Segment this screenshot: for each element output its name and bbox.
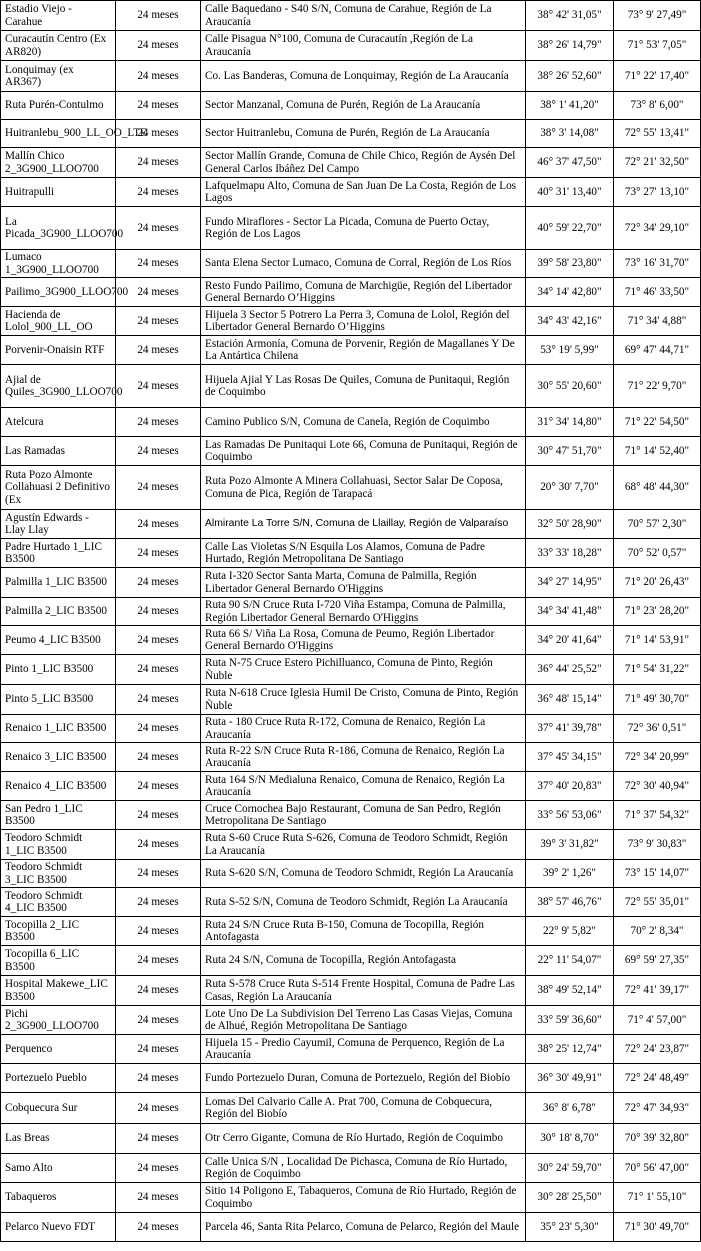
site-name-cell: Hacienda de Lolol_900_LL_OO: [1, 307, 116, 336]
table-row: [1, 31, 701, 61]
table-row: [1, 1035, 701, 1064]
contract-period-cell: 24 meses: [116, 917, 201, 946]
contract-period-cell: 24 meses: [116, 801, 201, 830]
latitude-cell: 38° 49' 52,14": [526, 976, 614, 1006]
table-row: [1, 715, 701, 743]
address-cell: Calle Baquedano - S40 S/N, Comuna de Carahue, Región de La Araucanía: [201, 1, 526, 31]
latitude-cell: 35° 23' 5,30": [526, 1213, 614, 1242]
latitude-cell: 34° 20' 41,64": [526, 626, 614, 655]
contract-period-cell: 24 meses: [116, 1064, 201, 1093]
site-name-cell: Estadio Viejo - Carahue: [1, 1, 116, 31]
table-row: [1, 655, 701, 685]
contract-period-cell: 24 meses: [116, 31, 201, 61]
site-name-cell: Atelcura: [1, 408, 116, 437]
latitude-cell: 40° 31' 13,40": [526, 178, 614, 207]
site-name-cell: Samo Alto: [1, 1154, 116, 1183]
address-cell: Lote Uno De La Subdivision Del Terreno Las Casas Viejas, Comuna de Alhué, Región Metropolitana De Santiago: [201, 1006, 526, 1035]
table-row: [1, 278, 701, 307]
latitude-cell: 36° 48' 15,14": [526, 685, 614, 715]
longitude-cell: 72° 41' 39,17": [614, 976, 701, 1006]
latitude-cell: 38° 26' 52,60": [526, 61, 614, 92]
latitude-cell: 32° 50' 28,90": [526, 510, 614, 539]
latitude-cell: 53° 19' 5,99": [526, 336, 614, 365]
table-row: [1, 1213, 701, 1242]
table-row: [1, 1124, 701, 1154]
longitude-cell: 70° 57' 2,30": [614, 510, 701, 539]
latitude-cell: 39° 3' 31,82": [526, 830, 614, 860]
contract-period-cell: 24 meses: [116, 685, 201, 715]
address-cell: Resto Fundo Pailimo, Comuna de Marchigüe, Región del Libertador General Bernardo O’Higgins: [201, 278, 526, 307]
latitude-cell: 33° 33' 18,28": [526, 539, 614, 568]
latitude-cell: 37° 45' 34,15": [526, 743, 614, 772]
contract-period-cell: 24 meses: [116, 336, 201, 365]
longitude-cell: 72° 47' 34,93": [614, 1093, 701, 1124]
contract-period-cell: 24 meses: [116, 743, 201, 772]
longitude-cell: 71° 20' 26,43": [614, 568, 701, 598]
longitude-cell: 73° 16' 31,70": [614, 250, 701, 278]
address-cell: Calle Pisagua N°100, Comuna de Curacautín ,Región de La Araucanía: [201, 31, 526, 61]
table-row: [1, 1006, 701, 1035]
latitude-cell: 38° 26' 14,79": [526, 31, 614, 61]
contract-period-cell: 24 meses: [116, 1035, 201, 1064]
address-cell: Lafquelmapu Alto, Comuna de San Juan De La Costa, Región de Los Lagos: [201, 178, 526, 207]
site-name-cell: Pinto 5_LIC B3500: [1, 685, 116, 715]
latitude-cell: 34° 43' 42,16": [526, 307, 614, 336]
site-name-cell: Las Ramadas: [1, 437, 116, 466]
longitude-cell: 69° 47' 44,71": [614, 336, 701, 365]
site-name-cell: Renaico 1_LIC B3500: [1, 715, 116, 743]
address-cell: Ruta S-52 S/N, Comuna de Teodoro Schmidt, Región La Araucanía: [201, 888, 526, 917]
site-name-cell: Padre Hurtado 1_LIC B3500: [1, 539, 116, 568]
table-row: [1, 61, 701, 92]
latitude-cell: 38° 3' 14,08": [526, 120, 614, 148]
latitude-cell: 39° 58' 23,80": [526, 250, 614, 278]
site-name-cell: Tocopilla 6_LIC B3500: [1, 946, 116, 976]
table-row: [1, 860, 701, 888]
site-name-cell: Pailimo_3G900_LLOO700: [1, 278, 116, 307]
contract-period-cell: 24 meses: [116, 510, 201, 539]
latitude-cell: 31° 34' 14,80": [526, 408, 614, 437]
address-cell: Ruta Pozo Almonte A Minera Collahuasi, Sector Salar De Coposa, Comuna de Pica, Región de Tarapacá: [201, 466, 526, 510]
longitude-cell: 71° 53' 7,05": [614, 31, 701, 61]
site-name-cell: Ruta Pozo Almonte Collahuasi 2 Definitivo (Ex: [1, 466, 116, 510]
site-name-cell: Lumaco 1_3G900_LLOO700: [1, 250, 116, 278]
table-row: [1, 743, 701, 772]
latitude-cell: 40° 59' 22,70": [526, 207, 614, 250]
site-name-cell: Ruta Purén-Contulmo: [1, 92, 116, 120]
address-cell: Fundo Miraflores - Sector La Picada, Comuna de Puerto Octay, Región de Los Lagos: [201, 207, 526, 250]
longitude-cell: 73° 9' 30,83": [614, 830, 701, 860]
address-cell: Ruta 66 S/ Viña La Rosa, Comuna de Peumo, Región Libertador General Bernardo O'Higgins: [201, 626, 526, 655]
site-name-cell: Porvenir-Onaisin RTF: [1, 336, 116, 365]
site-name-cell: Agustín Edwards - Llay Llay: [1, 510, 116, 539]
table-row: [1, 178, 701, 207]
table-row: [1, 1064, 701, 1093]
longitude-cell: 71° 23' 28,20": [614, 598, 701, 626]
site-name-cell: Mallín Chico 2_3G900_LLOO700: [1, 148, 116, 178]
contract-period-cell: 24 meses: [116, 655, 201, 685]
address-cell: Camino Publico S/N, Comuna de Canela, Región de Coquimbo: [201, 408, 526, 437]
latitude-cell: 30° 55' 20,60": [526, 365, 614, 408]
latitude-cell: 39° 2' 1,26": [526, 860, 614, 888]
contract-period-cell: 24 meses: [116, 278, 201, 307]
longitude-cell: 71° 46' 33,50": [614, 278, 701, 307]
site-name-cell: Palmilla 1_LIC B3500: [1, 568, 116, 598]
longitude-cell: 71° 14' 53,91": [614, 626, 701, 655]
address-cell: Ruta R-22 S/N Cruce Ruta R-186, Comuna de Renaico, Región La Araucanía: [201, 743, 526, 772]
site-name-cell: Renaico 4_LIC B3500: [1, 772, 116, 801]
site-name-cell: Renaico 3_LIC B3500: [1, 743, 116, 772]
longitude-cell: 71° 1' 55,10": [614, 1183, 701, 1213]
table-row: [1, 685, 701, 715]
contract-period-cell: 24 meses: [116, 92, 201, 120]
site-name-cell: Pelarco Nuevo FDT: [1, 1213, 116, 1242]
table-row: [1, 92, 701, 120]
contract-period-cell: 24 meses: [116, 1154, 201, 1183]
contract-period-cell: 24 meses: [116, 1, 201, 31]
address-cell: Otr Cerro Gigante, Comuna de Río Hurtado, Región de Coquimbo: [201, 1124, 526, 1154]
longitude-cell: 71° 22' 17,40": [614, 61, 701, 92]
table-row: [1, 336, 701, 365]
longitude-cell: 71° 22' 54,50": [614, 408, 701, 437]
site-name-cell: Las Breas: [1, 1124, 116, 1154]
longitude-cell: 72° 36' 0,51": [614, 715, 701, 743]
longitude-cell: 68° 48' 44,30": [614, 466, 701, 510]
site-name-cell: San Pedro 1_LIC B3500: [1, 801, 116, 830]
latitude-cell: 20° 30' 7,70": [526, 466, 614, 510]
address-cell: Sector Manzanal, Comuna de Purén, Región de La Araucanía: [201, 92, 526, 120]
latitude-cell: 38° 57' 46,76": [526, 888, 614, 917]
site-name-cell: Tocopilla 2_LIC B3500: [1, 917, 116, 946]
contract-period-cell: 24 meses: [116, 1124, 201, 1154]
latitude-cell: 37° 41' 39,78": [526, 715, 614, 743]
latitude-cell: 30° 28' 25,50": [526, 1183, 614, 1213]
site-name-cell: Teodoro Schmidt 4_LIC B3500: [1, 888, 116, 917]
table-row: [1, 120, 701, 148]
address-cell: Cruce Cornochea Bajo Restaurant, Comuna de San Pedro, Región Metropolitana De Santiago: [201, 801, 526, 830]
site-name-cell: Tabaqueros: [1, 1183, 116, 1213]
address-cell: Calle Las Violetas S/N Esquila Los Alamos, Comuna de Padre Hurtado, Región Metropolitana De Santiago: [201, 539, 526, 568]
latitude-cell: 36° 30' 49,91": [526, 1064, 614, 1093]
longitude-cell: 69° 59' 27,35": [614, 946, 701, 976]
site-name-cell: Huitrapulli: [1, 178, 116, 207]
table-row: [1, 307, 701, 336]
table-row: [1, 437, 701, 466]
address-cell: Hijuela Ajial Y Las Rosas De Quiles, Comuna de Punitaqui, Región de Coquimbo: [201, 365, 526, 408]
latitude-cell: 30° 24' 59,70": [526, 1154, 614, 1183]
latitude-cell: 34° 14' 42,80": [526, 278, 614, 307]
table-row: [1, 888, 701, 917]
address-cell: Santa Elena Sector Lumaco, Comuna de Corral, Región de Los Ríos: [201, 250, 526, 278]
longitude-cell: 71° 22' 9,70": [614, 365, 701, 408]
address-cell: Parcela 46, Santa Rita Pelarco, Comuna de Pelarco, Región del Maule: [201, 1213, 526, 1242]
latitude-cell: 30° 47' 51,70": [526, 437, 614, 466]
address-cell: Sector Mallín Grande, Comuna de Chile Chico, Región de Aysén Del General Carlos Ibáñez Del Campo: [201, 148, 526, 178]
site-name-cell: Curacautín Centro (Ex AR820): [1, 31, 116, 61]
contract-period-cell: 24 meses: [116, 1093, 201, 1124]
contract-period-cell: 24 meses: [116, 976, 201, 1006]
address-cell: Fundo Portezuelo Duran, Comuna de Portezuelo, Región del Biobío: [201, 1064, 526, 1093]
site-name-cell: Pichi 2_3G900_LLOO700: [1, 1006, 116, 1035]
longitude-cell: 72° 24' 48,49": [614, 1064, 701, 1093]
longitude-cell: 72° 55' 35,01": [614, 888, 701, 917]
address-cell: Hijuela 15 - Predio Cayumil, Comuna de Perquenco, Región de La Araucanía: [201, 1035, 526, 1064]
contract-period-cell: 24 meses: [116, 772, 201, 801]
contract-period-cell: 24 meses: [116, 888, 201, 917]
latitude-cell: 33° 56' 53,06": [526, 801, 614, 830]
table-row: [1, 772, 701, 801]
longitude-cell: 70° 39' 32,80": [614, 1124, 701, 1154]
address-cell: Estación Armonía, Comuna de Porvenir, Región de Magallanes Y De La Antártica Chilena: [201, 336, 526, 365]
table-row: [1, 510, 701, 539]
longitude-cell: 71° 49' 30,70": [614, 685, 701, 715]
table-row: [1, 1183, 701, 1213]
table-row: [1, 568, 701, 598]
longitude-cell: 71° 37' 54,32": [614, 801, 701, 830]
latitude-cell: 37° 40' 20,83": [526, 772, 614, 801]
contract-period-cell: 24 meses: [116, 120, 201, 148]
address-cell: Sitio 14 Poligono E, Tabaqueros, Comuna de Río Hurtado, Región de Coquimbo: [201, 1183, 526, 1213]
address-cell: Ruta 164 S/N Medialuna Renaico, Comuna de Renaico, Región La Araucanía: [201, 772, 526, 801]
site-name-cell: Portezuelo Pueblo: [1, 1064, 116, 1093]
contract-period-cell: 24 meses: [116, 626, 201, 655]
site-name-cell: Pinto 1_LIC B3500: [1, 655, 116, 685]
longitude-cell: 70° 52' 0,57": [614, 539, 701, 568]
latitude-cell: 46° 37' 47,50": [526, 148, 614, 178]
longitude-cell: 73° 8' 6,00": [614, 92, 701, 120]
site-name-cell: Huitranlebu_900_LL_OO_LTE: [1, 120, 116, 148]
longitude-cell: 72° 30' 40,94": [614, 772, 701, 801]
address-cell: Ruta 90 S/N Cruce Ruta I-720 Viña Estampa, Comuna de Palmilla, Región Libertador General Bernardo O'Higgins: [201, 598, 526, 626]
longitude-cell: 72° 55' 13,41": [614, 120, 701, 148]
contract-period-cell: 24 meses: [116, 598, 201, 626]
site-name-cell: Perquenco: [1, 1035, 116, 1064]
contract-period-cell: 24 meses: [116, 830, 201, 860]
address-cell: Ruta 24 S/N, Comuna de Tocopilla, Región Antofagasta: [201, 946, 526, 976]
latitude-cell: 22° 11' 54,07": [526, 946, 614, 976]
address-cell: Ruta N-618 Cruce Iglesia Humil De Cristo, Comuna de Pinto, Región Ñuble: [201, 685, 526, 715]
table-row: [1, 250, 701, 278]
site-name-cell: Lonquimay (ex AR367): [1, 61, 116, 92]
latitude-cell: 36° 8' 6,78": [526, 1093, 614, 1124]
contract-period-cell: 24 meses: [116, 207, 201, 250]
latitude-cell: 38° 42' 31,05": [526, 1, 614, 31]
latitude-cell: 34° 34' 41,48": [526, 598, 614, 626]
contract-period-cell: 24 meses: [116, 365, 201, 408]
table-row: [1, 801, 701, 830]
address-cell: Sector Huitranlebu, Comuna de Purén, Región de La Araucanía: [201, 120, 526, 148]
site-name-cell: Hospital Makewe_LIC B3500: [1, 976, 116, 1006]
contract-period-cell: 24 meses: [116, 715, 201, 743]
table-row: [1, 626, 701, 655]
contract-period-cell: 24 meses: [116, 860, 201, 888]
address-cell: Las Ramadas De Punitaqui Lote 66, Comuna de Punitaqui, Región de Coquimbo: [201, 437, 526, 466]
longitude-cell: 71° 14' 52,40": [614, 437, 701, 466]
contract-period-cell: 24 meses: [116, 1006, 201, 1035]
contract-period-cell: 24 meses: [116, 568, 201, 598]
address-cell: Lomas Del Calvario Calle A. Prat 700, Comuna de Cobquecura, Región del Biobío: [201, 1093, 526, 1124]
contract-period-cell: 24 meses: [116, 408, 201, 437]
longitude-cell: 73° 27' 13,10": [614, 178, 701, 207]
site-name-cell: La Picada_3G900_LLOO700: [1, 207, 116, 250]
address-cell: Ruta S-620 S/N, Comuna de Teodoro Schmidt, Región La Araucanía: [201, 860, 526, 888]
longitude-cell: 73° 15' 14,07": [614, 860, 701, 888]
latitude-cell: 38° 1' 41,20": [526, 92, 614, 120]
sites-table-body: [1, 1, 701, 1242]
site-name-cell: Peumo 4_LIC B3500: [1, 626, 116, 655]
longitude-cell: 71° 30' 49,70": [614, 1213, 701, 1242]
contract-period-cell: 24 meses: [116, 539, 201, 568]
contract-period-cell: 24 meses: [116, 250, 201, 278]
site-name-cell: Teodoro Schmidt 3_LIC B3500: [1, 860, 116, 888]
table-row: [1, 539, 701, 568]
latitude-cell: 36° 44' 25,52": [526, 655, 614, 685]
table-row: [1, 1154, 701, 1183]
contract-period-cell: 24 meses: [116, 148, 201, 178]
contract-period-cell: 24 meses: [116, 946, 201, 976]
contract-period-cell: 24 meses: [116, 1213, 201, 1242]
address-cell: Ruta N-75 Cruce Estero Pichilluanco, Comuna de Pinto, Región Ñuble: [201, 655, 526, 685]
contract-period-cell: 24 meses: [116, 61, 201, 92]
latitude-cell: 34° 27' 14,95": [526, 568, 614, 598]
address-cell: Ruta - 180 Cruce Ruta R-172, Comuna de Renaico, Región La Araucanía: [201, 715, 526, 743]
site-name-cell: Palmilla 2_LIC B3500: [1, 598, 116, 626]
table-row: [1, 976, 701, 1006]
table-row: [1, 1, 701, 31]
latitude-cell: 33° 59' 36,60": [526, 1006, 614, 1035]
longitude-cell: 73° 9' 27,49": [614, 1, 701, 31]
table-row: [1, 946, 701, 976]
longitude-cell: 70° 56' 47,00": [614, 1154, 701, 1183]
table-row: [1, 466, 701, 510]
longitude-cell: 71° 54' 31,22": [614, 655, 701, 685]
latitude-cell: 30° 18' 8,70": [526, 1124, 614, 1154]
contract-period-cell: 24 meses: [116, 307, 201, 336]
contract-period-cell: 24 meses: [116, 1183, 201, 1213]
site-name-cell: Cobquecura Sur: [1, 1093, 116, 1124]
table-row: [1, 148, 701, 178]
address-cell: Ruta I-320 Sector Santa Marta, Comuna de Palmilla, Región Libertador General Bernardo O'Higgins: [201, 568, 526, 598]
address-cell: Ruta 24 S/N Cruce Ruta B-150, Comuna de Tocopilla, Región Antofagasta: [201, 917, 526, 946]
longitude-cell: 72° 24' 23,87": [614, 1035, 701, 1064]
table-row: [1, 598, 701, 626]
longitude-cell: 71° 4' 57,00": [614, 1006, 701, 1035]
address-cell: Co. Las Banderas, Comuna de Lonquimay, Región de La Araucanía: [201, 61, 526, 92]
table-row: [1, 365, 701, 408]
site-name-cell: Teodoro Schmidt 1_LIC B3500: [1, 830, 116, 860]
table-row: [1, 917, 701, 946]
longitude-cell: 72° 21' 32,50": [614, 148, 701, 178]
contract-period-cell: 24 meses: [116, 437, 201, 466]
longitude-cell: 70° 2' 8,34": [614, 917, 701, 946]
longitude-cell: 72° 34' 20,99": [614, 743, 701, 772]
latitude-cell: 22° 9' 5,82": [526, 917, 614, 946]
latitude-cell: 38° 25' 12,74": [526, 1035, 614, 1064]
contract-period-cell: 24 meses: [116, 178, 201, 207]
longitude-cell: 71° 34' 4,88": [614, 307, 701, 336]
table-row: [1, 207, 701, 250]
table-row: [1, 408, 701, 437]
address-cell: Almirante La Torre S/N, Comuna de Llaillay, Región de Valparaíso: [201, 510, 526, 539]
longitude-cell: 72° 34' 29,10": [614, 207, 701, 250]
address-cell: Ruta S-60 Cruce Ruta S-626, Comuna de Teodoro Schmidt, Región La Araucanía: [201, 830, 526, 860]
address-cell: Ruta S-578 Cruce Ruta S-514 Frente Hospital, Comuna de Padre Las Casas, Región La Araucanía: [201, 976, 526, 1006]
site-name-cell: Ajial de Quiles_3G900_LLOO700: [1, 365, 116, 408]
address-cell: Hijuela 3 Sector 5 Potrero La Perra 3, Comuna de Lolol, Región del Libertador General Bernardo O’Higgins: [201, 307, 526, 336]
table-row: [1, 1093, 701, 1124]
contract-period-cell: 24 meses: [116, 466, 201, 510]
address-cell: Calle Unica S/N , Localidad De Pichasca, Comuna de Río Hurtado, Región de Coquimbo: [201, 1154, 526, 1183]
table-row: [1, 830, 701, 860]
